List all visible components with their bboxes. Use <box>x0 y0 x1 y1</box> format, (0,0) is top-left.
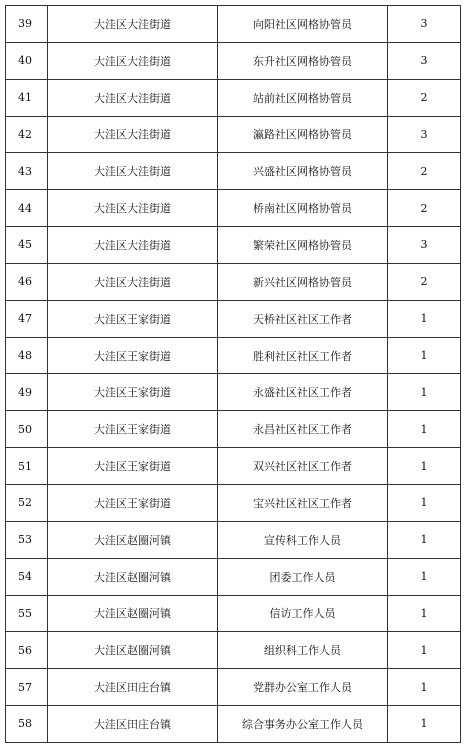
headcount-cell: 2 <box>388 153 461 190</box>
unit-cell: 大洼区田庄台镇 <box>48 706 218 743</box>
row-number-cell: 56 <box>6 632 48 669</box>
positions-table <box>5 5 461 743</box>
table-row <box>6 227 461 264</box>
unit-cell: 大洼区王家街道 <box>48 448 218 485</box>
table-row <box>6 558 461 595</box>
table-row <box>6 300 461 337</box>
position-cell: 组织科工作人员 <box>218 632 388 669</box>
row-number-cell: 45 <box>6 227 48 264</box>
unit-cell: 大洼区赵圈河镇 <box>48 521 218 558</box>
table-row <box>6 632 461 669</box>
unit-cell: 大洼区王家街道 <box>48 337 218 374</box>
row-number-cell: 53 <box>6 521 48 558</box>
headcount-cell: 3 <box>388 116 461 153</box>
position-cell: 瀛路社区网格协管员 <box>218 116 388 153</box>
position-cell: 兴盛社区网格协管员 <box>218 153 388 190</box>
position-cell: 站前社区网格协管员 <box>218 79 388 116</box>
unit-cell: 大洼区赵圈河镇 <box>48 632 218 669</box>
headcount-cell: 3 <box>388 227 461 264</box>
table-row <box>6 79 461 116</box>
headcount-cell: 1 <box>388 374 461 411</box>
table-row <box>6 6 461 43</box>
headcount-cell: 2 <box>388 190 461 227</box>
row-number-cell: 48 <box>6 337 48 374</box>
position-cell: 党群办公室工作人员 <box>218 669 388 706</box>
table-row <box>6 595 461 632</box>
headcount-cell: 1 <box>388 558 461 595</box>
unit-cell: 大洼区王家街道 <box>48 411 218 448</box>
row-number-cell: 57 <box>6 669 48 706</box>
table-row <box>6 263 461 300</box>
headcount-cell: 1 <box>388 595 461 632</box>
row-number-cell: 58 <box>6 706 48 743</box>
row-number-cell: 39 <box>6 6 48 43</box>
position-cell: 东升社区网格协管员 <box>218 42 388 79</box>
headcount-cell: 1 <box>388 521 461 558</box>
position-cell: 永昌社区社区工作者 <box>218 411 388 448</box>
unit-cell: 大洼区赵圈河镇 <box>48 595 218 632</box>
headcount-cell: 1 <box>388 632 461 669</box>
position-cell: 宝兴社区社区工作者 <box>218 484 388 521</box>
row-number-cell: 51 <box>6 448 48 485</box>
position-cell: 宣传科工作人员 <box>218 521 388 558</box>
table-row <box>6 448 461 485</box>
headcount-cell: 3 <box>388 6 461 43</box>
unit-cell: 大洼区大洼街道 <box>48 116 218 153</box>
unit-cell: 大洼区大洼街道 <box>48 42 218 79</box>
unit-cell: 大洼区大洼街道 <box>48 227 218 264</box>
table-row <box>6 374 461 411</box>
headcount-cell: 1 <box>388 300 461 337</box>
headcount-cell: 1 <box>388 484 461 521</box>
row-number-cell: 42 <box>6 116 48 153</box>
table-row <box>6 153 461 190</box>
table-row <box>6 669 461 706</box>
position-cell: 胜利社区社区工作者 <box>218 337 388 374</box>
unit-cell: 大洼区田庄台镇 <box>48 669 218 706</box>
position-cell: 团委工作人员 <box>218 558 388 595</box>
unit-cell: 大洼区大洼街道 <box>48 79 218 116</box>
headcount-cell: 1 <box>388 411 461 448</box>
table-row <box>6 411 461 448</box>
unit-cell: 大洼区大洼街道 <box>48 153 218 190</box>
headcount-cell: 1 <box>388 337 461 374</box>
row-number-cell: 46 <box>6 263 48 300</box>
position-cell: 向阳社区网格协管员 <box>218 6 388 43</box>
row-number-cell: 55 <box>6 595 48 632</box>
table-row <box>6 484 461 521</box>
row-number-cell: 54 <box>6 558 48 595</box>
row-number-cell: 52 <box>6 484 48 521</box>
position-cell: 信访工作人员 <box>218 595 388 632</box>
position-cell: 综合事务办公室工作人员 <box>218 706 388 743</box>
row-number-cell: 43 <box>6 153 48 190</box>
headcount-cell: 1 <box>388 448 461 485</box>
table-row <box>6 190 461 227</box>
row-number-cell: 40 <box>6 42 48 79</box>
position-cell: 繁荣社区网格协管员 <box>218 227 388 264</box>
unit-cell: 大洼区大洼街道 <box>48 6 218 43</box>
unit-cell: 大洼区大洼街道 <box>48 263 218 300</box>
headcount-cell: 3 <box>388 42 461 79</box>
headcount-cell: 2 <box>388 263 461 300</box>
table-row <box>6 116 461 153</box>
unit-cell: 大洼区王家街道 <box>48 374 218 411</box>
position-cell: 双兴社区社区工作者 <box>218 448 388 485</box>
unit-cell: 大洼区赵圈河镇 <box>48 558 218 595</box>
headcount-cell: 1 <box>388 669 461 706</box>
row-number-cell: 41 <box>6 79 48 116</box>
row-number-cell: 50 <box>6 411 48 448</box>
table-row <box>6 521 461 558</box>
table-row <box>6 706 461 743</box>
unit-cell: 大洼区王家街道 <box>48 300 218 337</box>
unit-cell: 大洼区大洼街道 <box>48 190 218 227</box>
headcount-cell: 1 <box>388 706 461 743</box>
position-cell: 桥南社区网格协管员 <box>218 190 388 227</box>
positions-table-body <box>6 6 461 743</box>
row-number-cell: 49 <box>6 374 48 411</box>
table-row <box>6 337 461 374</box>
row-number-cell: 47 <box>6 300 48 337</box>
position-cell: 永盛社区社区工作者 <box>218 374 388 411</box>
table-row <box>6 42 461 79</box>
position-cell: 新兴社区网格协管员 <box>218 263 388 300</box>
row-number-cell: 44 <box>6 190 48 227</box>
position-cell: 天桥社区社区工作者 <box>218 300 388 337</box>
headcount-cell: 2 <box>388 79 461 116</box>
unit-cell: 大洼区王家街道 <box>48 484 218 521</box>
